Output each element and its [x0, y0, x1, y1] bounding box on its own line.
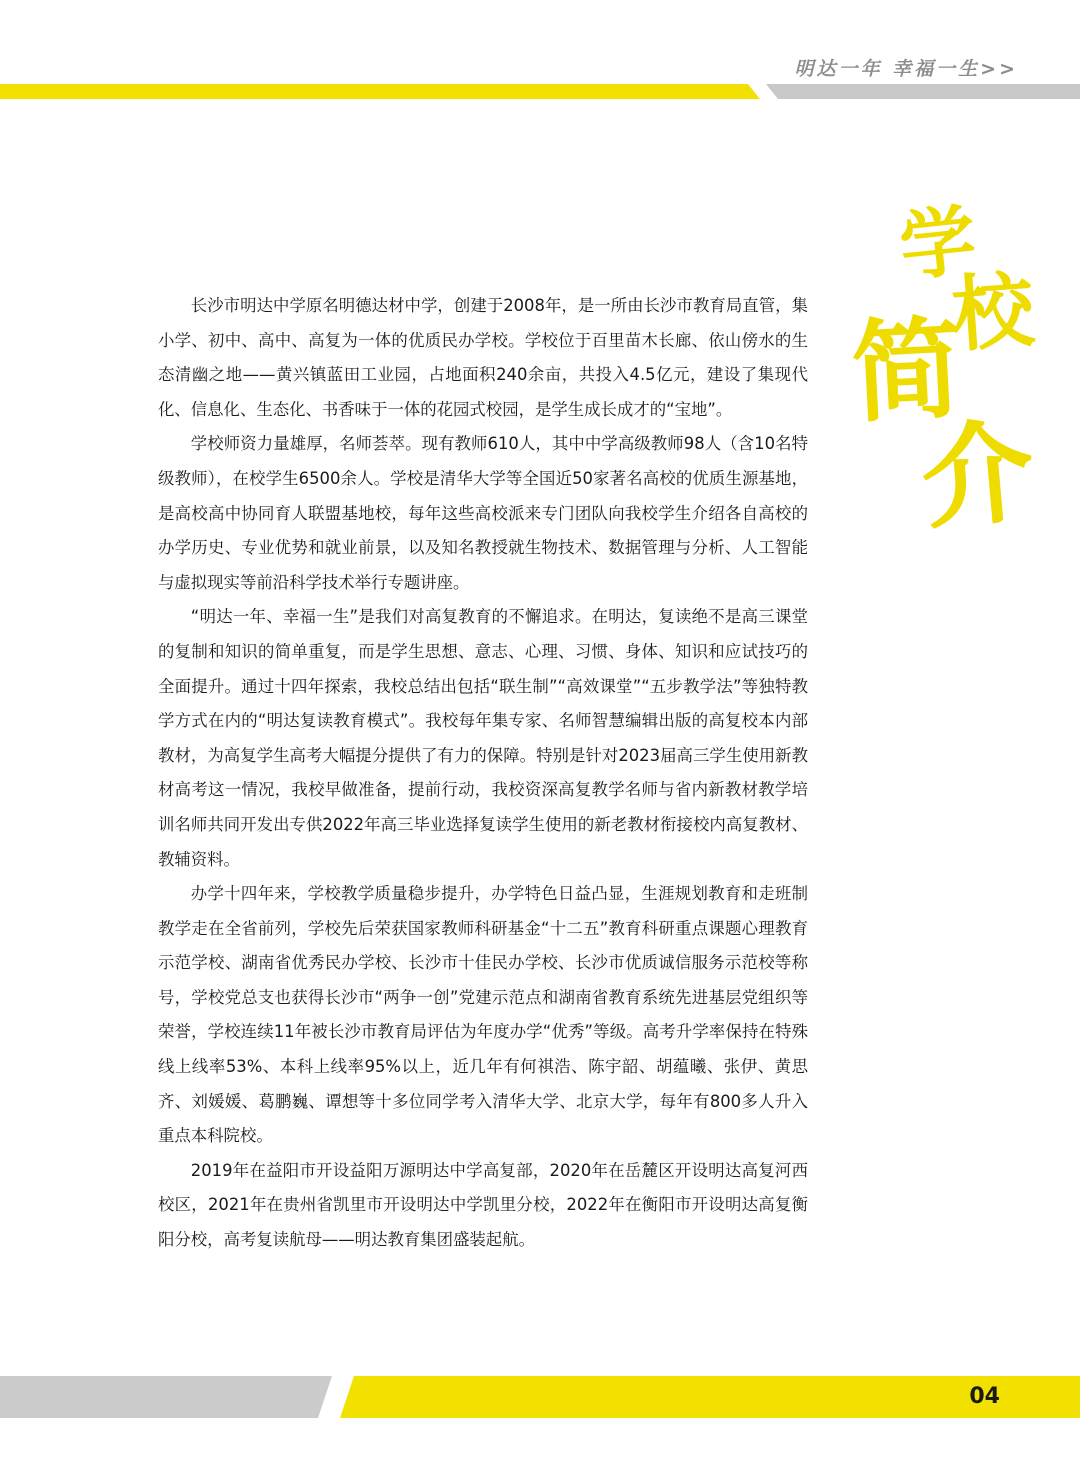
paragraph-expansion: 2019年在益阳市开设益阳万源明达中学高复部，2020年在岳麓区开设明达高复河西校区，2021年在贵州省凯里市开设明达中学凯里分校，2022年在衡阳市开设明达高复衡阳分校，高考复读航母——明达教育集团盛装起航。 — [158, 1160, 808, 1250]
school-introduction-body — [158, 289, 808, 1258]
paragraph-achievements: 办学十四年来，学校教学质量稳步提升，办学特色日益凸显，生涯规划教育和走班制教学走在全省前列，学校先后荣获国家教师科研基金“十二五”教育科研重点课题心理教育示范学校、湖南省优秀民办学校、长沙市十佳民办学校、长沙市优质诚信服务示范校等称号，学校党总支也获得长沙市“两争一创”党建示范点和湖南省教育系统先进基层党组织等荣誉，学校连续11年被长沙市教育局评估为年度办学“优秀”等级。高考升学率保持在特殊线上线率53%、本科上线率95%以上，近几年有何祺浩、陈宇韶、胡蕴曦、张伊、黄思齐、刘媛媛、葛鹏巍、谭想等十多位同学考入清华大学、北京大学，每年有800多人升入重点本科院校。 — [158, 884, 808, 1146]
paragraph-faculty: 学校师资力量雄厚，名师荟萃。现有教师610人，其中中学高级教师98人（含10名特级教师），在校学生6500余人。学校是清华大学等全国近50家著名高校的优质生源基地，是高校高中协同育人联盟基地校，每年这些高校派来专门团队向我校学生介绍各自高校的办学历史、专业优势和就业前景，以及知名教授就生物技术、数据管理与分析、人工智能与虚拟现实等前沿科学技术举行专题讲座。 — [158, 434, 808, 592]
header-yellow-band — [0, 84, 760, 99]
header-tagline: 明达一年 幸福一生>> — [794, 58, 1018, 80]
footer-gray-band — [0, 1376, 332, 1418]
title-char-3: 简 — [848, 303, 966, 438]
title-char-2: 校 — [948, 262, 1038, 364]
paragraph-philosophy: “明达一年、幸福一生”是我们对高复教育的不懈追求。在明达，复读绝不是高三课堂的复制和知识的简单重复，而是学生思想、意志、心理、习惯、身体、知识和应试技巧的全面提升。通过十四年探索，我校总结出包括“联生制”“高效课堂”“五步教学法”等独特教学方式在内的“明达复读教育模式”。我校每年集专家、名师智慧编辑出版的高复校本内部教材，为高复学生高考大幅提分提供了有力的保障。特别是针对2023届高三学生使用新教材高考这一情况，我校早做准备，提前行动，我校资深高复教学名师与省内新教材教学培训名师共同开发出专供2022年高三毕业选择复读学生使用的新老教材衔接校内高复教材、教辅资料。 — [158, 607, 808, 869]
title-char-4: 介 — [916, 405, 1040, 546]
page-number: 04 — [969, 1384, 1000, 1409]
header-gray-band — [766, 84, 1080, 99]
title-char-1: 学 — [895, 195, 981, 292]
paragraph-founding: 长沙市明达中学原名明德达材中学，创建于2008年，是一所由长沙市教育局直管，集小学、初中、高中、高复为一体的优质民办学校。学校位于百里苗木长廊、依山傍水的生态清幽之地——黄兴镇蓝田工业园，占地面积240余亩，共投入4.5亿元，建设了集现代化、信息化、生态化、书香味于一体的花园式校园，是学生成长成才的“宝地”。 — [158, 296, 808, 419]
